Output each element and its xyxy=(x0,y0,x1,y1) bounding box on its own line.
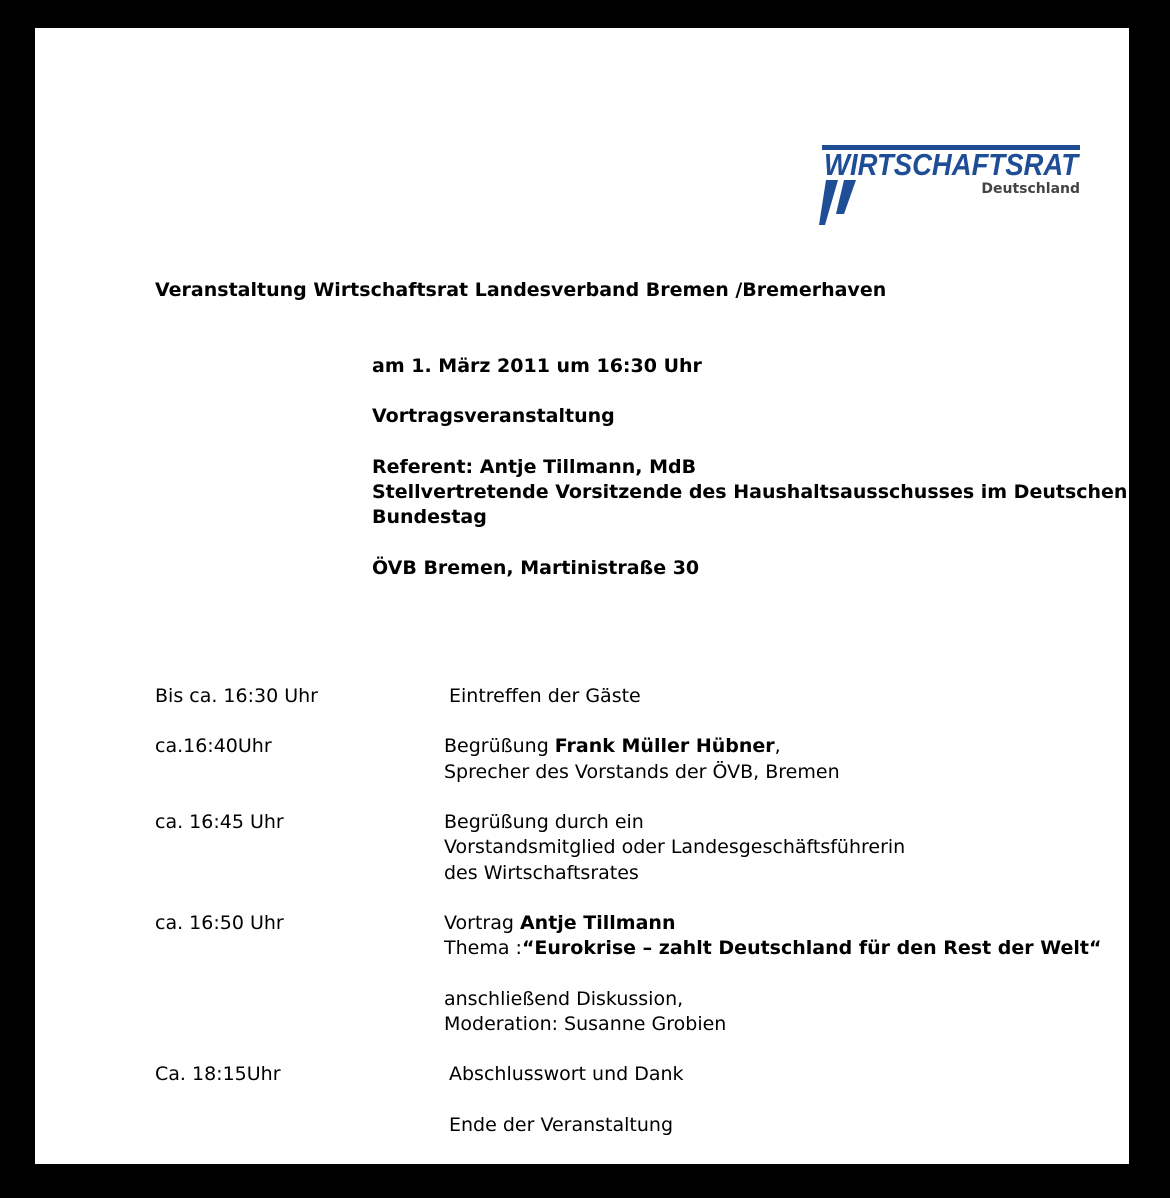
agenda-text: Begrüßung xyxy=(444,735,555,757)
event-date: am 1. März 2011 um 16:30 Uhr xyxy=(372,355,702,377)
agenda-time: Bis ca. 16:30 Uhr xyxy=(155,685,318,707)
agenda-activity-line: Vorstandsmitglied oder Landesgeschäftsführerin xyxy=(444,836,906,858)
logo-name: WIRTSCHAFTSRAT xyxy=(824,147,1081,182)
agenda-theme xyxy=(444,936,1102,961)
agenda-person: Antje Tillmann xyxy=(519,912,676,934)
agenda-activity: Begrüßung durch ein xyxy=(444,811,644,833)
logo-subtitle: Deutschland xyxy=(981,181,1080,197)
wirtschaftsrat-logo xyxy=(818,143,1083,228)
agenda-time: Ca. 18:15Uhr xyxy=(155,1063,281,1085)
agenda-activity-line: Sprecher des Vorstands der ÖVB, Bremen xyxy=(444,761,840,783)
agenda-activity: Abschlusswort und Dank xyxy=(449,1063,684,1085)
agenda-activity xyxy=(444,734,781,759)
agenda-activity-line: anschließend Diskussion, xyxy=(444,988,684,1010)
event-location: ÖVB Bremen, Martinistraße 30 xyxy=(372,557,700,579)
logo-graphic xyxy=(818,143,1083,228)
agenda-activity: Ende der Veranstaltung xyxy=(449,1114,674,1136)
agenda-text: Thema : xyxy=(444,937,522,959)
document-page xyxy=(35,28,1129,1164)
agenda-activity xyxy=(444,911,675,936)
event-heading: Veranstaltung Wirtschaftsrat Landesverband Bremen /Bremerhaven xyxy=(155,279,887,301)
event-type: Vortragsveranstaltung xyxy=(372,405,615,427)
agenda-person: Frank Müller Hübner xyxy=(554,735,775,757)
speaker: Referent: Antje Tillmann, MdB xyxy=(372,456,697,478)
agenda-activity-line: des Wirtschaftsrates xyxy=(444,862,639,884)
agenda-theme-title: “Eurokrise – zahlt Deutschland für den Rest der Welt“ xyxy=(521,937,1102,959)
speaker-role-line-1: Stellvertretende Vorsitzende des Haushaltsausschusses im Deutschen xyxy=(372,481,1128,503)
agenda-text: Vortrag xyxy=(444,912,520,934)
agenda-time: ca. 16:45 Uhr xyxy=(155,811,284,833)
speaker-role-line-2: Bundestag xyxy=(372,506,487,528)
agenda-time: ca.16:40Uhr xyxy=(155,735,272,757)
agenda-time: ca. 16:50 Uhr xyxy=(155,912,284,934)
agenda-activity: Eintreffen der Gäste xyxy=(449,685,641,707)
agenda-activity-line: Moderation: Susanne Grobien xyxy=(444,1013,727,1035)
agenda-text: , xyxy=(774,735,781,757)
